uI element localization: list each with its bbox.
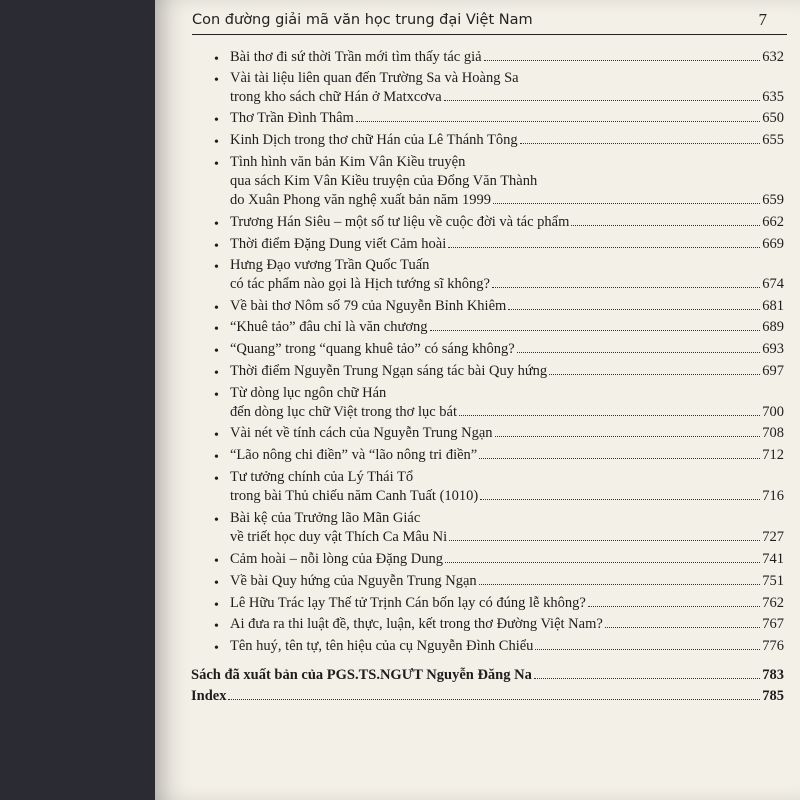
bullet-icon: •: [214, 366, 219, 381]
dot-leader: [480, 487, 760, 500]
dot-leader: [535, 637, 760, 650]
toc-entry-text: Lê Hữu Trác lạy Thế tử Trịnh Cán bốn lạy có đúng lễ không?: [230, 595, 586, 611]
bullet-icon: •: [214, 576, 219, 591]
toc-entry-text: Bài kệ của Trưởng lão Mãn Giác: [230, 510, 421, 526]
toc-page-number: 783: [762, 667, 784, 683]
dot-leader: [517, 340, 761, 353]
dot-leader: [356, 109, 760, 122]
toc-page-number: 693: [762, 341, 784, 357]
bullet-icon: •: [214, 554, 219, 569]
toc-entry-text: Cảm hoài – nỗi lòng của Đặng Dung: [230, 551, 444, 567]
toc-entry-text: Tình hình văn bản Kim Vân Kiều truyện: [230, 154, 466, 170]
toc-entry-text: đến dòng lục chữ Việt trong thơ lục bát: [230, 404, 458, 420]
header-title: Con đường giải mã văn học trung đại Việt Nam: [192, 12, 533, 28]
bullet-icon: •: [214, 135, 219, 150]
toc-entry-text: Từ dòng lục ngôn chữ Hán: [230, 385, 387, 401]
toc-entry-text: “Khuê tảo” đâu chỉ là văn chương: [230, 319, 428, 335]
toc-entry-text: “Quang” trong “quang khuê tảo” có sáng không?: [230, 341, 515, 357]
toc-entry-text: Vài nét về tính cách của Nguyễn Trung Ngạn: [230, 425, 493, 441]
dot-leader: [520, 131, 761, 144]
toc-entry-text: Trương Hán Siêu – một số tư liệu về cuộc đời và tác phẩm: [230, 214, 570, 230]
toc-entry-text: Ai đưa ra thi luật đề, thực, luận, kết trong thơ Đường Việt Nam?: [230, 616, 603, 632]
bullet-icon: •: [214, 450, 219, 465]
dot-leader: [444, 88, 761, 101]
dot-leader: [588, 594, 760, 607]
toc-page-number: 741: [762, 551, 784, 567]
dot-leader: [605, 615, 760, 628]
dot-leader: [571, 213, 760, 226]
dot-leader: [493, 191, 760, 204]
toc-entry-text: trong bài Thủ chiếu năm Canh Tuất (1010): [230, 488, 479, 504]
dot-leader: [495, 424, 761, 437]
toc-entry-text: Thơ Trần Đình Thâm: [230, 110, 354, 126]
toc-page-number: 708: [762, 425, 784, 441]
dot-leader: [479, 572, 761, 585]
toc-page-number: 632: [762, 49, 784, 65]
toc-entry-text: Tên huý, tên tự, tên hiệu của cụ Nguyễn Đình Chiểu: [230, 638, 534, 654]
bullet-icon: •: [214, 322, 219, 337]
toc-page-number: 681: [762, 298, 784, 314]
bullet-icon: •: [214, 641, 219, 656]
toc-page-number: 689: [762, 319, 784, 335]
dot-leader: [508, 297, 760, 310]
dot-leader: [484, 48, 761, 61]
dot-leader: [534, 666, 760, 679]
bullet-icon: •: [214, 239, 219, 254]
toc-page-number: 650: [762, 110, 784, 126]
toc-entry-text: về triết học duy vật Thích Ca Mâu Ni: [230, 529, 448, 545]
bullet-icon: •: [214, 301, 219, 316]
bullet-icon: •: [214, 388, 219, 403]
bullet-icon: •: [214, 260, 219, 275]
toc-entry-text: Index: [191, 688, 227, 704]
toc-entry-text: Về bài thơ Nôm số 79 của Nguyễn Bỉnh Khiêm: [230, 298, 507, 314]
header-page-number: 7: [758, 10, 767, 29]
toc-page-number: 659: [762, 192, 784, 208]
toc-entry-text: do Xuân Phong văn nghệ xuất bản năm 1999: [230, 192, 491, 208]
bullet-icon: •: [214, 598, 219, 613]
toc-entry-text: Kinh Dịch trong thơ chữ Hán của Lê Thánh Tông: [230, 132, 518, 148]
dot-leader: [479, 446, 760, 459]
toc-page-number: 635: [762, 89, 784, 105]
toc-page-number: 697: [762, 363, 784, 379]
toc-page-number: 669: [762, 236, 784, 252]
bullet-icon: •: [214, 428, 219, 443]
toc-entry-text: qua sách Kim Vân Kiều truyện của Đổng Văn Thành: [230, 173, 538, 189]
dot-leader: [445, 550, 760, 563]
toc-entry-text: Hưng Đạo vương Trần Quốc Tuấn: [230, 257, 430, 273]
table-of-contents: [155, 0, 800, 800]
bullet-icon: •: [214, 344, 219, 359]
toc-entry-text: Vài tài liệu liên quan đến Trường Sa và Hoàng Sa: [230, 70, 519, 86]
dot-leader: [459, 403, 760, 416]
toc-page-number: 662: [762, 214, 784, 230]
book-page: [155, 0, 800, 800]
toc-page-number: 712: [762, 447, 784, 463]
toc-page-number: 655: [762, 132, 784, 148]
toc-entry-text: Tư tưởng chính của Lý Thái Tổ: [230, 469, 414, 485]
toc-entry-text: Thời điểm Đặng Dung viết Cảm hoài: [230, 236, 447, 252]
toc-page-number: 716: [762, 488, 784, 504]
bullet-icon: •: [214, 513, 219, 528]
toc-entry-text: có tác phẩm nào gọi là Hịch tướng sĩ không?: [230, 276, 490, 292]
toc-page-number: 674: [762, 276, 784, 292]
toc-entry-text: Về bài Quy hứng của Nguyễn Trung Ngạn: [230, 573, 477, 589]
toc-entry-text: “Lão nông chi điền” và “lão nông tri điền”: [230, 447, 478, 463]
dot-leader: [430, 318, 761, 331]
bullet-icon: •: [214, 619, 219, 634]
bullet-icon: •: [214, 157, 219, 172]
bullet-icon: •: [214, 52, 219, 67]
toc-entry-text: trong kho sách chữ Hán ở Matxcơva: [230, 89, 442, 105]
bullet-icon: •: [214, 113, 219, 128]
bullet-icon: •: [214, 472, 219, 487]
dot-leader: [449, 528, 760, 541]
bullet-icon: •: [214, 73, 219, 88]
toc-entry-text: Sách đã xuất bản của PGS.TS.NGƯT Nguyễn Đăng Na: [191, 667, 532, 683]
toc-page-number: 751: [762, 573, 784, 589]
toc-page-number: 767: [762, 616, 784, 632]
toc-entry-text: Bài thơ đi sứ thời Trần mới tìm thấy tác giả: [230, 49, 482, 65]
toc-page-number: 776: [762, 638, 784, 654]
toc-entry-text: Thời điểm Nguyễn Trung Ngạn sáng tác bài Quy hứng: [230, 363, 548, 379]
toc-page-number: 727: [762, 529, 784, 545]
dot-leader: [492, 275, 760, 288]
dot-leader: [228, 687, 760, 700]
dot-leader: [549, 362, 760, 375]
toc-page-number: 762: [762, 595, 784, 611]
toc-page-number: 785: [762, 688, 784, 704]
dot-leader: [448, 235, 760, 248]
toc-page-number: 700: [762, 404, 784, 420]
bullet-icon: •: [214, 217, 219, 232]
